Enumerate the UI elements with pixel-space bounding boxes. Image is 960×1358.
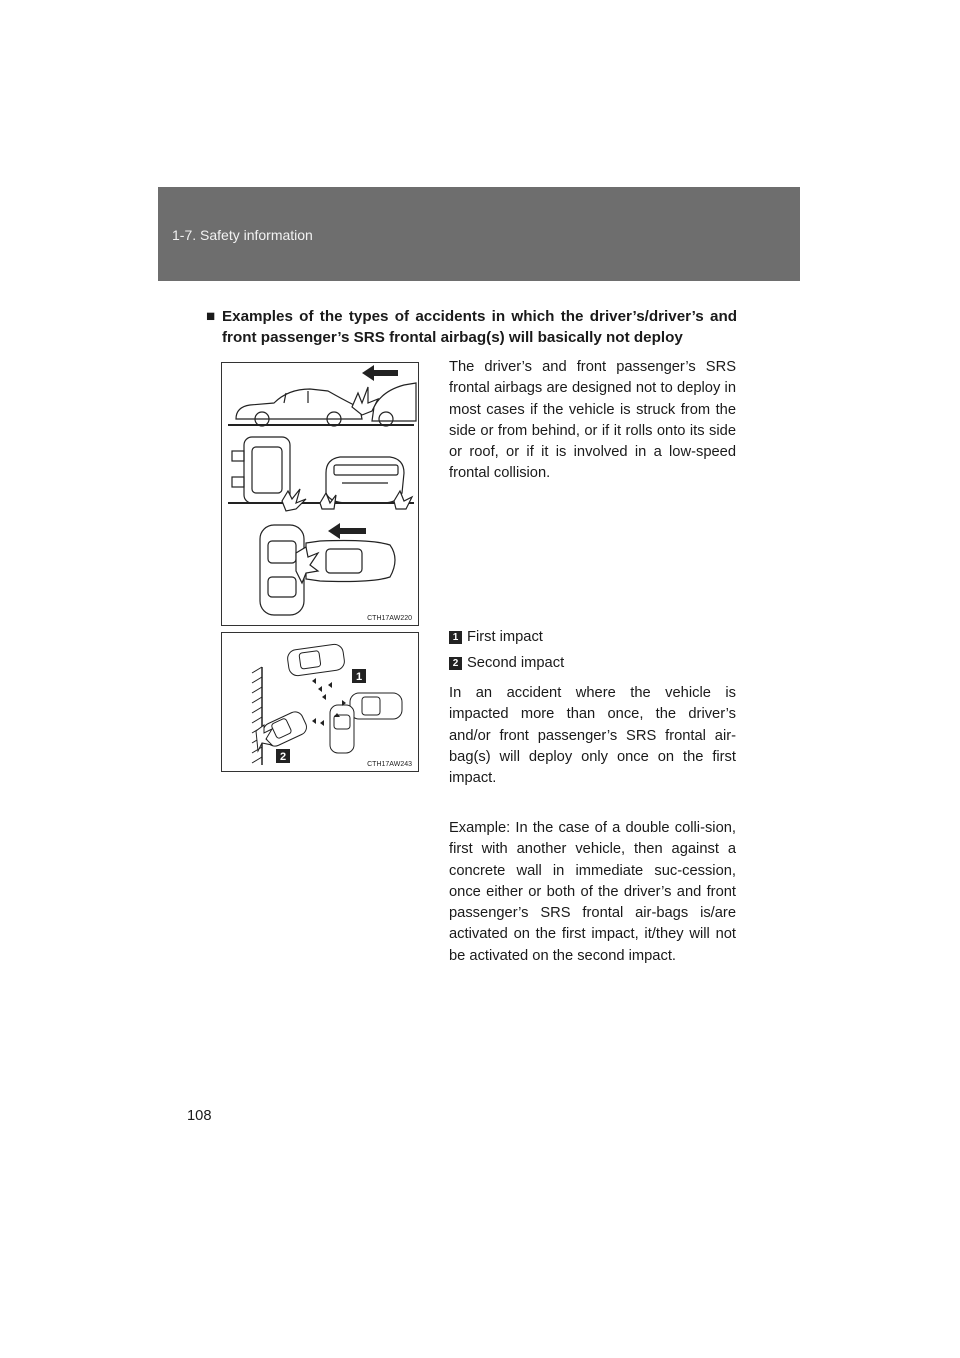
paragraph-multiple-impacts: In an accident where the vehicle is impacted more than once, the driver’s and/or front passenger’s SRS frontal air-bag(s) will deploy only once on the first impact. xyxy=(449,685,736,787)
paragraph-frontal-airbags: The driver’s and front passenger’s SRS frontal airbags are designed not to deploy in most cases if the vehicle is struck from the side or from behind, or if it rolls onto its side or roof, or if it is involved in a low-speed frontal collision. xyxy=(449,359,736,482)
double-collision-illustration xyxy=(222,633,418,771)
legend-badge-1: 1 xyxy=(449,631,462,644)
figure-accident-types xyxy=(221,362,419,626)
heading-bullet: ■ xyxy=(206,308,216,325)
legend-badge-2: 2 xyxy=(449,657,462,670)
heading-text: Examples of the types of accidents in which the driver’s/driver’s and front passenger’s SRS frontal airbag(s) will basically not deploy xyxy=(222,308,737,346)
figure2-badge-2: 2 xyxy=(279,751,287,763)
legend-item-first-impact xyxy=(449,629,543,645)
legend-label-1: First impact xyxy=(467,629,543,645)
figure1-code: CTH17AW220 xyxy=(367,615,412,622)
accident-types-illustration xyxy=(222,363,418,625)
figure-double-collision xyxy=(221,632,419,772)
section-title: 1-7. Safety information xyxy=(172,227,313,243)
legend-label-2: Second impact xyxy=(467,655,565,671)
figure2-code: CTH17AW243 xyxy=(367,761,412,768)
section-header-bar xyxy=(158,187,800,281)
paragraph-example: Example: In the case of a double colli-sion, first with another vehicle, then against a concrete wall in immediate suc-cession, once either or both of the driver’s and front passenger’s SRS frontal air-bags is/are activated on the first impact, it/they will not be activated on the second impact. xyxy=(449,820,736,964)
legend-item-second-impact xyxy=(449,655,564,671)
page-number: 108 xyxy=(187,1108,212,1124)
figure2-badge-1: 1 xyxy=(355,671,363,683)
section-heading xyxy=(207,306,737,348)
